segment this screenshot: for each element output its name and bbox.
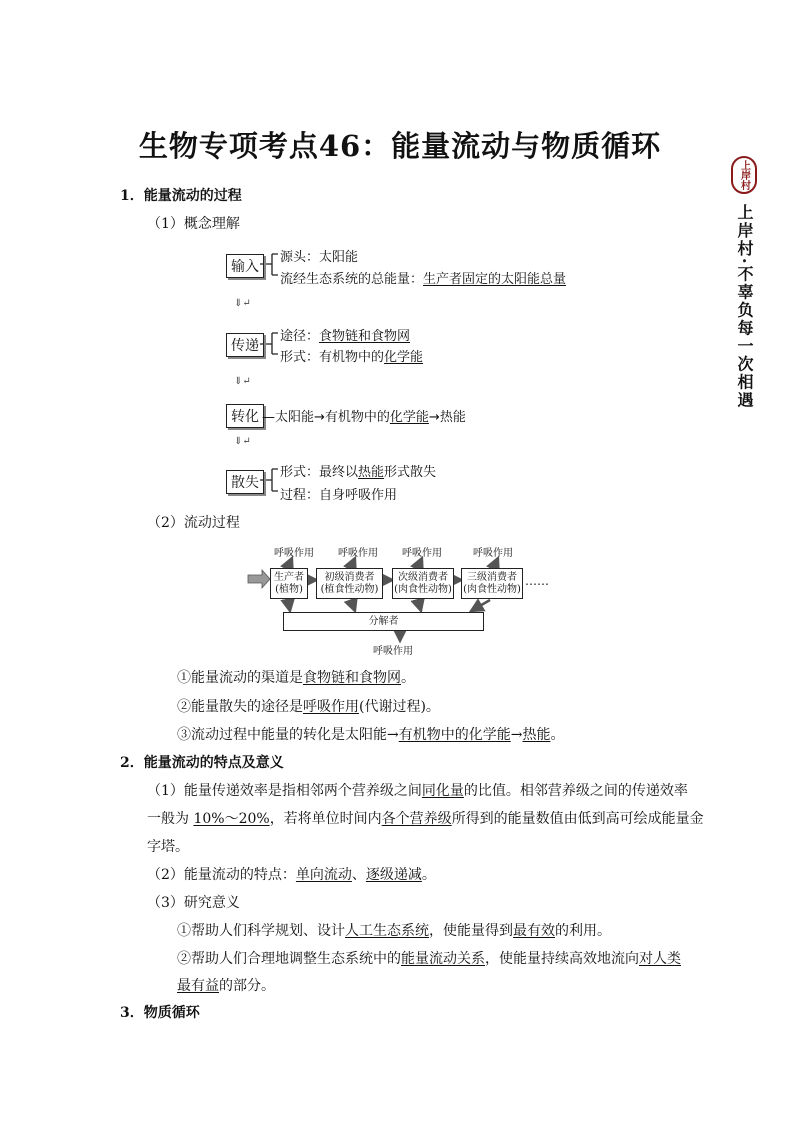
point-1: ①能量流动的渠道是食物链和食物网。 bbox=[177, 670, 415, 686]
paragraph-2-1-line-b: 一般为 10%～20%，若将单位时间内各个营养级所得到的能量数值由低到高可绘成能量金 bbox=[147, 811, 704, 827]
paragraph-2-2: （2）能量流动的特点：单向流动、逐级递减。 bbox=[147, 867, 436, 883]
flow-node-tertiary: 三级消费者 (肉食性动物) bbox=[461, 568, 523, 599]
sub-heading-concept: （1）概念理解 bbox=[147, 216, 240, 232]
section-1-heading: 1．能量流动的过程 bbox=[120, 188, 242, 204]
respiration-label-3: 呼吸作用 bbox=[402, 548, 442, 559]
section-3-heading: 3．物质循环 bbox=[120, 1005, 200, 1021]
dissipate-form-line: 形式：最终以热能形式散失 bbox=[280, 465, 437, 480]
seal-logo: 上岸村 bbox=[731, 156, 757, 194]
concept-box-input: 输入 bbox=[226, 254, 264, 278]
page-title: 生物专项考点46：能量流动与物质循环 bbox=[138, 129, 662, 163]
concept-box-dissipate: 散失 bbox=[226, 470, 264, 494]
paragraph-2-1-line-a: （1）能量传递效率是指相邻两个营养级之间同化量的比值。相邻营养级之间的传递效率 bbox=[147, 783, 688, 799]
side-motto: 上岸村·不辜负每一次相遇 bbox=[735, 204, 754, 410]
down-arrow-3: ⇓↵ bbox=[234, 436, 251, 447]
flow-node-decomposer: 分解者 bbox=[283, 612, 484, 631]
down-arrow-2: ⇓↵ bbox=[234, 376, 251, 387]
transfer-path-line: 途径：食物链和食物网 bbox=[280, 329, 411, 344]
paragraph-2-3-c: 最有益的部分。 bbox=[177, 978, 275, 994]
point-2: ②能量散失的途径是呼吸作用(代谢过程)。 bbox=[177, 699, 440, 715]
respiration-label-4: 呼吸作用 bbox=[473, 548, 513, 559]
point-3: ③流动过程中能量的转化是太阳能→有机物中的化学能→热能。 bbox=[177, 727, 565, 743]
paragraph-2-3-heading: （3）研究意义 bbox=[147, 895, 240, 911]
sub-heading-flow: （2）流动过程 bbox=[147, 515, 240, 531]
paragraph-2-3-a: ①帮助人们科学规划、设计人工生态系统，使能量得到最有效的利用。 bbox=[177, 923, 611, 939]
flow-ellipsis: …… bbox=[525, 574, 549, 588]
respiration-label-decomposer: 呼吸作用 bbox=[373, 646, 413, 657]
flow-node-primary: 初级消费者 (植食性动物) bbox=[316, 568, 383, 599]
respiration-label-2: 呼吸作用 bbox=[338, 548, 378, 559]
flow-node-producer: 生产者 (植物) bbox=[270, 568, 308, 599]
flow-node-secondary: 次级消费者 (肉食性动物) bbox=[392, 568, 454, 599]
transfer-form-line: 形式：有机物中的化学能 bbox=[280, 350, 424, 365]
concept-box-convert: 转化 bbox=[226, 404, 264, 428]
paragraph-2-1-line-c: 字塔。 bbox=[147, 839, 189, 855]
input-source-line: 源头：太阳能 bbox=[280, 250, 359, 265]
concept-box-transfer: 传递 bbox=[226, 333, 264, 357]
convert-line: —太阳能→有机物中的化学能→热能 bbox=[262, 410, 466, 425]
down-arrow-1: ⇓↵ bbox=[234, 298, 251, 309]
respiration-label-1: 呼吸作用 bbox=[274, 548, 314, 559]
dissipate-process-line: 过程：自身呼吸作用 bbox=[280, 488, 398, 503]
input-total-line: 流经生态系统的总能量：生产者固定的太阳能总量 bbox=[280, 272, 567, 287]
paragraph-2-3-b: ②帮助人们合理地调整生态系统中的能量流动关系，使能量持续高效地流向对人类 bbox=[177, 951, 681, 967]
section-2-heading: 2．能量流动的特点及意义 bbox=[120, 755, 284, 771]
